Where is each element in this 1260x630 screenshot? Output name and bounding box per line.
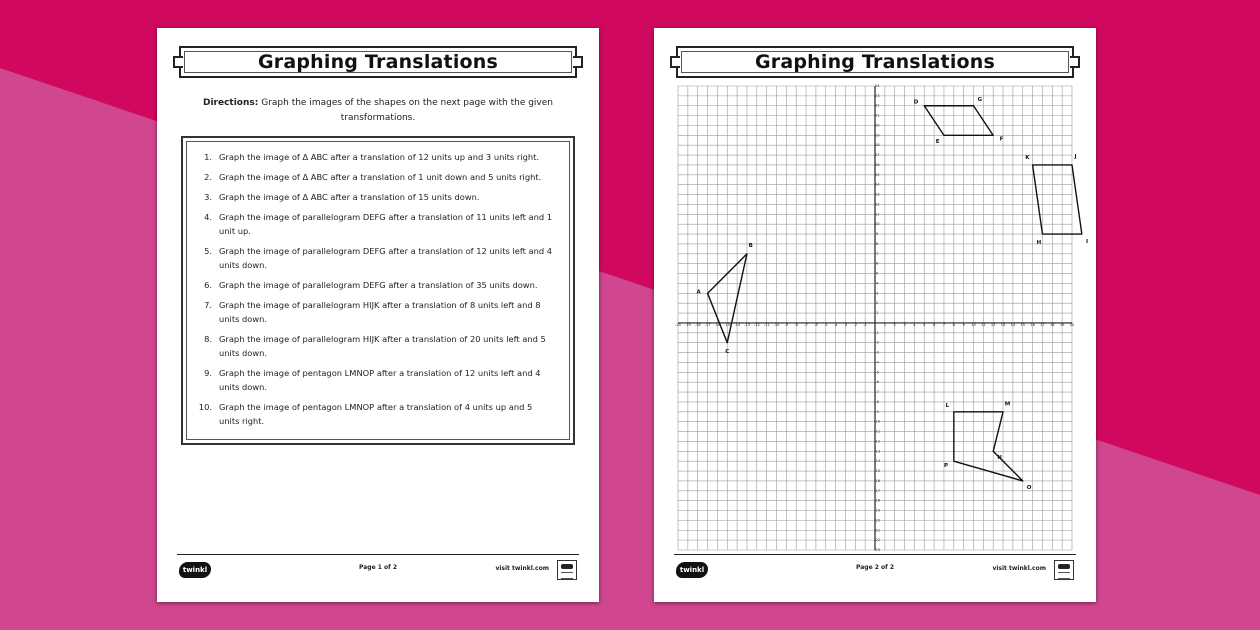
y-tick-label: -9 xyxy=(875,409,879,414)
x-tick-label: -12 xyxy=(753,323,760,328)
site-link[interactable]: visit twinkl.com xyxy=(992,565,1046,572)
x-tick-label: 3 xyxy=(903,323,906,328)
vertex-label: O xyxy=(1026,484,1032,491)
twinkl-logo[interactable]: twinkl xyxy=(179,562,211,578)
x-tick-label: 20 xyxy=(1069,323,1075,328)
questions-list xyxy=(195,150,553,434)
x-tick-label: 9 xyxy=(962,323,965,328)
question-text: Graph the image of parallelogram HIJK after a translation of 20 units left and 5 units down. xyxy=(219,334,546,358)
y-tick-label: 24 xyxy=(874,84,880,88)
y-tick-label: 5 xyxy=(876,271,879,276)
question-text: Graph the image of Δ ABC after a translation of 15 units down. xyxy=(219,192,480,202)
x-tick-label: 12 xyxy=(990,323,996,328)
y-tick-label: 12 xyxy=(874,202,880,207)
pentagon-lmnop xyxy=(954,412,1023,481)
page-title: Graphing Translations xyxy=(754,51,996,73)
x-tick-label: -16 xyxy=(714,323,721,328)
question-item xyxy=(195,278,553,292)
y-tick-label: 20 xyxy=(874,123,880,128)
y-tick-label: 2 xyxy=(876,301,879,306)
directions-text: Graph the images of the shapes on the next page with the given transformations. xyxy=(261,98,553,123)
y-tick-label: -14 xyxy=(874,459,881,464)
y-tick-label: 19 xyxy=(874,133,880,138)
y-tick-label: -7 xyxy=(875,390,879,395)
x-tick-label: -18 xyxy=(694,323,701,328)
twinkl-logo[interactable]: twinkl xyxy=(676,562,708,578)
x-tick-label: 16 xyxy=(1030,323,1035,328)
vertex-label: G xyxy=(977,96,983,103)
y-tick-label: 18 xyxy=(874,143,880,148)
y-tick-label: 9 xyxy=(876,232,879,237)
y-tick-label: -18 xyxy=(874,498,881,503)
worksheet-page-2 xyxy=(654,28,1096,602)
x-tick-label: 6 xyxy=(932,323,936,328)
question-number: 2. xyxy=(204,172,212,182)
y-tick-label: -12 xyxy=(874,439,881,444)
quality-badge-icon xyxy=(557,560,577,580)
question-number: 4. xyxy=(204,212,212,222)
x-tick-label: 1 xyxy=(883,323,886,328)
vertex-label: P xyxy=(943,463,948,470)
y-tick-label: -17 xyxy=(874,488,881,493)
question-item xyxy=(195,366,553,394)
y-tick-label: -11 xyxy=(874,429,881,434)
y-tick-label: -1 xyxy=(875,330,879,335)
vertex-label: E xyxy=(935,139,940,146)
question-number: 6. xyxy=(204,280,212,290)
parallelogram-defg xyxy=(924,106,993,136)
parallelogram-hijk xyxy=(1033,165,1082,234)
page-footer xyxy=(674,554,1076,585)
question-item xyxy=(195,298,553,326)
x-tick-label: 4 xyxy=(913,323,916,328)
vertex-label: A xyxy=(696,289,701,296)
y-tick-label: 7 xyxy=(876,251,879,256)
x-tick-label: -3 xyxy=(843,323,848,328)
x-tick-label: -19 xyxy=(684,323,691,328)
question-item xyxy=(195,170,553,184)
y-tick-label: -4 xyxy=(875,360,879,365)
y-tick-label: -22 xyxy=(874,538,881,543)
y-tick-label: 1 xyxy=(876,311,879,316)
title-banner xyxy=(179,46,577,78)
question-item xyxy=(195,190,553,204)
question-item xyxy=(195,332,553,360)
question-text: Graph the image of Δ ABC after a translation of 12 units up and 3 units right. xyxy=(219,152,540,162)
y-tick-label: 6 xyxy=(876,261,879,266)
page-number: Page 2 of 2 xyxy=(856,564,894,571)
vertex-label: I xyxy=(1086,238,1089,245)
title-banner xyxy=(676,46,1074,78)
y-tick-label: -2 xyxy=(875,340,879,345)
question-text: Graph the image of parallelogram DEFG after a translation of 12 units left and 4 units down. xyxy=(219,246,553,270)
site-link[interactable]: visit twinkl.com xyxy=(495,565,549,572)
x-tick-label: -5 xyxy=(823,323,828,328)
question-item xyxy=(195,244,553,272)
x-tick-label: 17 xyxy=(1040,323,1045,328)
question-number: 10. xyxy=(198,402,212,412)
question-number: 8. xyxy=(204,334,212,344)
x-tick-label: -4 xyxy=(833,323,838,328)
x-tick-label: 11 xyxy=(981,323,986,328)
x-tick-label: 13 xyxy=(1000,323,1006,328)
question-text: Graph the image of Δ ABC after a translation of 1 unit down and 5 units right. xyxy=(219,172,542,182)
x-tick-label: 18 xyxy=(1050,323,1055,328)
page-title: Graphing Translations xyxy=(257,51,499,73)
questions-box xyxy=(181,136,575,445)
y-tick-label: 22 xyxy=(874,103,880,108)
y-tick-label: -20 xyxy=(874,518,881,523)
question-text: Graph the image of pentagon LMNOP after a translation of 4 units up and 5 units right. xyxy=(219,402,533,426)
y-tick-label: -13 xyxy=(874,449,881,454)
y-tick-label: 11 xyxy=(874,212,880,217)
y-tick-label: -10 xyxy=(874,419,881,424)
x-tick-label: -20 xyxy=(675,323,681,328)
y-tick-label: 10 xyxy=(874,222,880,227)
vertex-label: H xyxy=(1036,239,1042,246)
x-tick-label: 5 xyxy=(923,323,926,328)
question-number: 7. xyxy=(204,300,212,310)
question-item xyxy=(195,400,553,428)
question-text: Graph the image of pentagon LMNOP after a translation of 12 units left and 4 units down. xyxy=(219,368,541,392)
y-tick-label: 13 xyxy=(874,192,880,197)
vertex-label: C xyxy=(725,349,730,356)
x-tick-label: 14 xyxy=(1010,323,1016,328)
directions xyxy=(197,96,559,126)
vertex-label: N xyxy=(997,455,1002,462)
y-tick-label: 21 xyxy=(874,113,880,118)
x-tick-label: -13 xyxy=(744,323,750,328)
question-item xyxy=(195,150,553,164)
vertex-label: F xyxy=(999,136,1004,143)
x-tick-label: -2 xyxy=(853,323,858,328)
vertex-label: D xyxy=(913,99,919,106)
y-tick-label: -6 xyxy=(875,380,879,385)
question-number: 9. xyxy=(204,368,212,378)
y-tick-label: -23 xyxy=(874,548,881,552)
y-tick-label: 15 xyxy=(874,172,880,177)
x-tick-label: -7 xyxy=(804,323,808,328)
x-tick-label: -14 xyxy=(734,323,741,328)
y-tick-label: -3 xyxy=(875,350,879,355)
y-tick-label: 8 xyxy=(876,241,879,246)
y-tick-label: -16 xyxy=(874,478,881,483)
question-text: Graph the image of parallelogram DEFG after a translation of 11 units left and 1 unit up. xyxy=(219,212,553,236)
question-item xyxy=(195,210,553,238)
y-tick-label: 14 xyxy=(874,182,880,187)
vertex-label: K xyxy=(1025,155,1030,162)
vertex-label: L xyxy=(945,402,950,409)
x-tick-label: -11 xyxy=(763,323,770,328)
x-tick-label: 2 xyxy=(893,323,896,328)
quality-badge-icon xyxy=(1054,560,1074,580)
y-tick-label: 3 xyxy=(876,291,879,296)
x-tick-label: -1 xyxy=(863,323,867,328)
x-tick-label: -8 xyxy=(794,323,798,328)
y-tick-label: -15 xyxy=(874,469,881,474)
question-number: 3. xyxy=(204,192,212,202)
question-text: Graph the image of parallelogram HIJK after a translation of 8 units left and 8 units down. xyxy=(219,300,541,324)
y-tick-label: -19 xyxy=(874,508,881,513)
y-tick-label: -21 xyxy=(874,528,881,533)
y-tick-label: -8 xyxy=(875,399,879,404)
vertex-label: B xyxy=(748,243,753,250)
x-tick-label: 8 xyxy=(952,323,955,328)
x-tick-label: -10 xyxy=(773,323,780,328)
y-tick-label: 17 xyxy=(874,153,880,158)
y-tick-label: 16 xyxy=(874,162,880,167)
worksheet-page-1 xyxy=(157,28,599,602)
vertex-label: M xyxy=(1004,401,1011,408)
page-number: Page 1 of 2 xyxy=(359,564,397,571)
y-tick-label: 23 xyxy=(874,93,880,98)
y-tick-label: 4 xyxy=(876,281,879,286)
vertex-label: J xyxy=(1074,154,1077,161)
x-tick-label: -15 xyxy=(724,323,731,328)
question-number: 5. xyxy=(204,246,212,256)
directions-label: Directions: xyxy=(202,98,259,108)
y-tick-label: -5 xyxy=(875,370,879,375)
coordinate-grid xyxy=(675,84,1089,552)
x-tick-label: 15 xyxy=(1020,323,1026,328)
x-tick-label: 19 xyxy=(1059,323,1065,328)
x-tick-label: -6 xyxy=(814,323,818,328)
x-tick-label: -17 xyxy=(704,323,711,328)
x-tick-label: 7 xyxy=(942,323,946,328)
x-tick-label: -9 xyxy=(784,323,789,328)
question-text: Graph the image of parallelogram DEFG after a translation of 35 units down. xyxy=(219,280,538,290)
page-footer xyxy=(177,554,579,585)
question-number: 1. xyxy=(204,152,212,162)
x-tick-label: 10 xyxy=(971,323,976,328)
